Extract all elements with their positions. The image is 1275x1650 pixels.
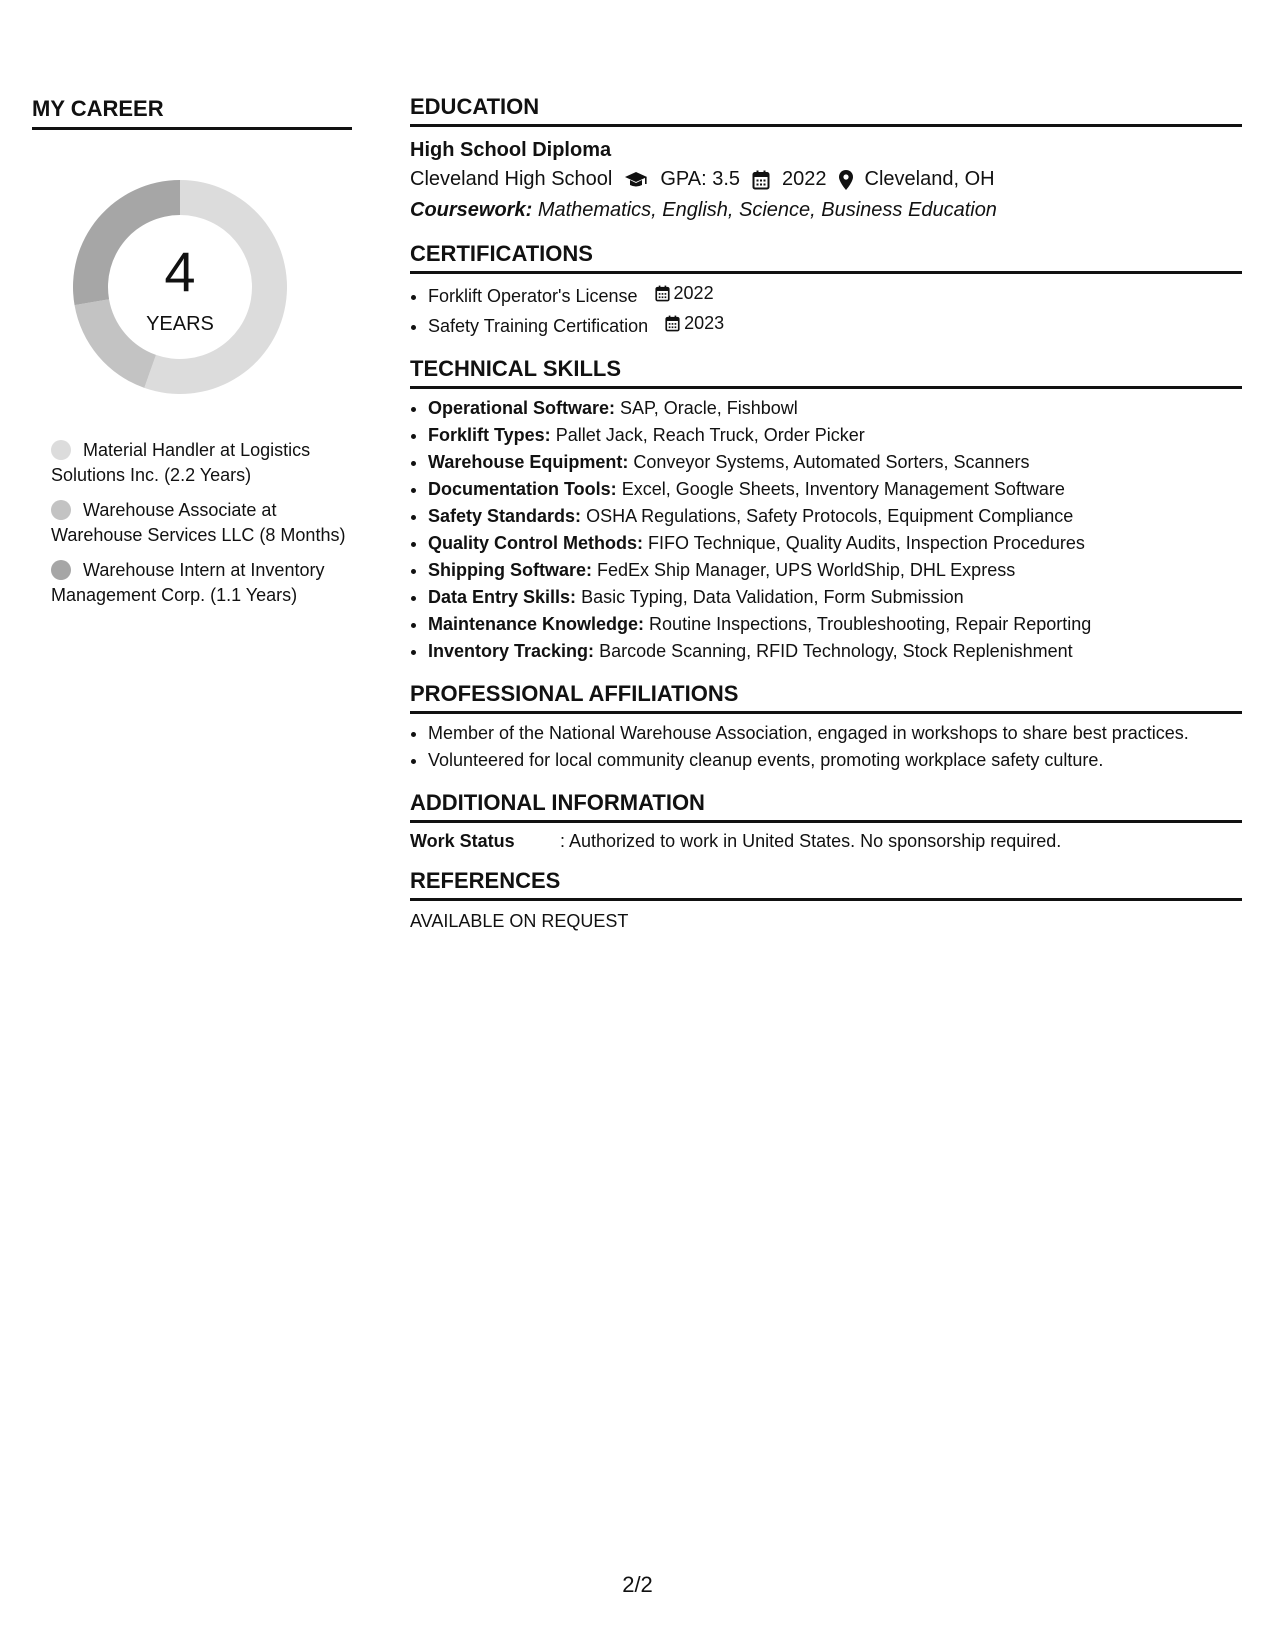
calendar-icon [665,315,680,332]
certifications-list [410,280,1242,340]
skill-label: Inventory Tracking: [428,641,595,661]
education-section [410,94,1242,225]
skill-item [428,611,1242,638]
skill-item [428,584,1242,611]
skill-label: Data Entry Skills: [428,587,577,607]
skill-label: Safety Standards: [428,506,582,526]
work-status-value: : Authorized to work in United States. No sponsorship required. [560,831,1062,851]
legend-item [51,558,352,608]
references-heading: REFERENCES [410,868,1242,901]
education-school: Cleveland High School [410,168,613,190]
calendar-icon [655,285,670,302]
legend-dot [51,440,71,460]
skill-label: Quality Control Methods: [428,533,643,553]
education-location: Cleveland, OH [864,168,995,190]
skill-value: Basic Typing, Data Validation, Form Submission [581,587,964,607]
graduation-cap-icon [624,171,648,189]
skills-heading: TECHNICAL SKILLS [410,356,1242,389]
skills-list [410,395,1242,665]
skill-item [428,503,1242,530]
skill-label: Documentation Tools: [428,479,617,499]
career-legend [32,438,352,608]
affiliations-section [410,681,1242,774]
skill-value: FIFO Technique, Quality Audits, Inspection Procedures [648,533,1085,553]
skill-item [428,530,1242,557]
legend-dot [51,500,71,520]
legend-label: Warehouse Associate at Warehouse Services LLC (8 Months) [51,500,346,545]
education-year: 2022 [782,168,827,190]
certification-date [665,310,724,337]
work-status-label: Work Status [410,831,515,851]
certification-item [428,280,1242,310]
references-text: AVAILABLE ON REQUEST [410,911,629,931]
calendar-icon [752,170,770,190]
affiliation-item: • Member of the National Warehouse Association, engaged in workshops to share best practices. [428,720,1242,747]
skill-item [428,557,1242,584]
skills-section [410,356,1242,665]
skill-value: Conveyor Systems, Automated Sorters, Scanners [633,452,1030,472]
skill-label: Warehouse Equipment: [428,452,629,472]
skill-item [428,422,1242,449]
legend-label: Warehouse Intern at Inventory Management Corp. (1.1 Years) [51,560,325,605]
affiliations-list [410,720,1242,774]
skill-item [428,449,1242,476]
skill-value: SAP, Oracle, Fishbowl [620,398,798,418]
skill-value: Excel, Google Sheets, Inventory Management Software [621,479,1065,499]
certification-year: 2022 [673,283,714,303]
work-status-row [410,831,1242,852]
certification-date [655,280,714,307]
legend-label: Material Handler at Logistics Solutions Inc. (2.2 Years) [51,440,311,485]
coursework-value: Mathematics, English, Science, Business Education [537,199,997,221]
skill-value: Routine Inspections, Troubleshooting, Repair Reporting [649,614,1092,634]
certification-name: Forklift Operator's License [428,286,638,306]
map-pin-icon [839,170,853,190]
affiliation-item: • Volunteered for local community cleanup events, promoting workplace safety culture. [428,747,1242,774]
education-heading: EDUCATION [410,94,1242,127]
skill-item [428,638,1242,665]
skill-item [428,395,1242,422]
skill-label: Forklift Types: [428,425,551,445]
skill-value: Pallet Jack, Reach Truck, Order Picker [555,425,865,445]
coursework-label: Coursework: [410,199,533,221]
legend-dot [51,560,71,580]
skill-value: OSHA Regulations, Safety Protocols, Equipment Compliance [586,506,1074,526]
skill-label: Operational Software: [428,398,616,418]
certification-item [428,310,1242,340]
affiliations-heading: PROFESSIONAL AFFILIATIONS [410,681,1242,714]
resume-main [410,94,1242,948]
career-sidebar [32,96,352,618]
skill-label: Shipping Software: [428,560,592,580]
skill-label: Maintenance Knowledge: [428,614,645,634]
additional-info-section [410,790,1242,852]
career-title: MY CAREER [32,96,352,130]
certification-name: Safety Training Certification [428,316,649,336]
certifications-heading: CERTIFICATIONS [410,241,1242,274]
additional-info-heading: ADDITIONAL INFORMATION [410,790,1242,823]
legend-item [51,438,352,488]
education-degree: High School Diploma [410,139,612,161]
skill-item [428,476,1242,503]
total-years-unit: YEARS [146,313,214,335]
certification-year: 2023 [684,313,725,333]
legend-item [51,498,352,548]
certifications-section [410,241,1242,340]
total-years-value: 4 [164,240,196,303]
skill-value: Barcode Scanning, RFID Technology, Stock Replenishment [599,641,1073,661]
references-section [410,868,1242,932]
education-details [410,164,1242,195]
education-gpa: GPA: 3.5 [660,168,741,190]
skill-value: FedEx Ship Manager, UPS WorldShip, DHL Express [597,560,1016,580]
page-number: 2/2 [622,1572,653,1597]
career-donut-chart [65,172,295,402]
education-coursework [410,195,1242,225]
